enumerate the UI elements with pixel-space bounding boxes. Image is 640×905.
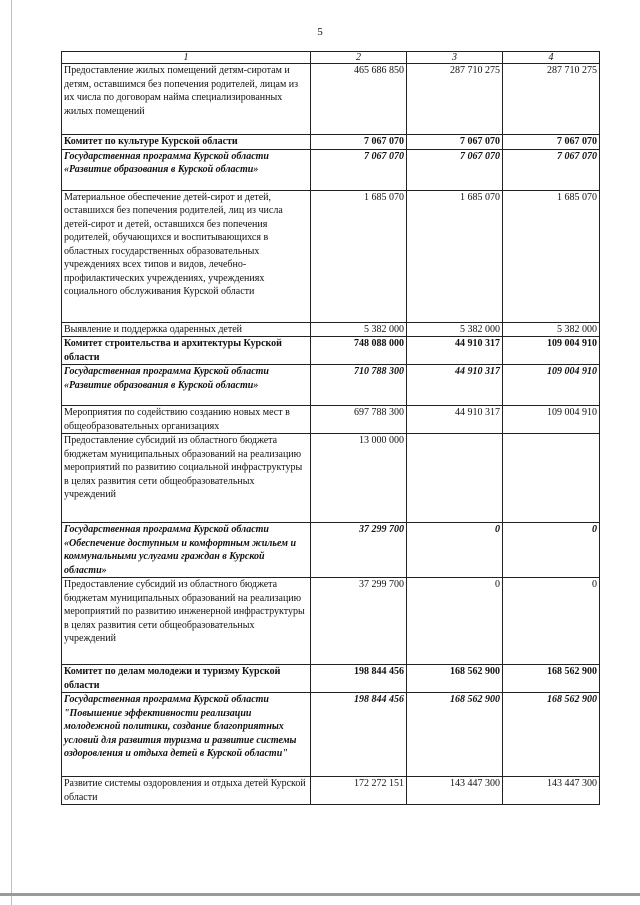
row-value-3: 143 447 300	[407, 777, 503, 805]
row-value-3: 287 710 275	[407, 64, 503, 135]
row-label: Развитие системы оздоровления и отдыха детей Курской области	[62, 777, 311, 805]
row-label: Комитет по культуре Курской области	[62, 135, 311, 150]
row-value-2: 697 788 300	[311, 406, 407, 434]
row-value-4: 7 067 070	[503, 149, 600, 190]
page-edge-line	[11, 0, 12, 905]
table-row-education-program	[62, 149, 600, 190]
row-label: Комитет по делам молодежи и туризму Курской области	[62, 665, 311, 693]
row-value-4: 109 004 910	[503, 365, 600, 406]
row-value-4: 168 562 900	[503, 693, 600, 777]
row-value-2: 1 685 070	[311, 190, 407, 322]
table-row-gifted-children	[62, 322, 600, 337]
row-value-2: 172 272 151	[311, 777, 407, 805]
row-value-2: 13 000 000	[311, 434, 407, 523]
column-header-3: 3	[407, 52, 503, 64]
row-value-4: 168 562 900	[503, 665, 600, 693]
row-label: Государственная программа Курской области «Развитие образования в Курской области»	[62, 365, 311, 406]
page-number: 5	[317, 26, 323, 38]
row-label: Комитет строительства и архитектуры Курской области	[62, 337, 311, 365]
row-value-2: 5 382 000	[311, 322, 407, 337]
row-value-3: 5 382 000	[407, 322, 503, 337]
row-value-4: 0	[503, 523, 600, 578]
row-value-3: 0	[407, 578, 503, 665]
row-value-3: 44 910 317	[407, 365, 503, 406]
row-label: Мероприятия по содействию созданию новых мест в общеобразовательных организациях	[62, 406, 311, 434]
row-label: Государственная программа Курской области «Обеспечение доступным и комфортным жильем и коммунальными услугами граждан в Курской области»	[62, 523, 311, 578]
row-value-2: 465 686 850	[311, 64, 407, 135]
row-value-4: 5 382 000	[503, 322, 600, 337]
column-header-2: 2	[311, 52, 407, 64]
row-value-3: 44 910 317	[407, 406, 503, 434]
row-value-4: 1 685 070	[503, 190, 600, 322]
row-value-2: 198 844 456	[311, 665, 407, 693]
row-value-4: 287 710 275	[503, 64, 600, 135]
row-label: Государственная программа Курской области "Повышение эффективности реализации молодежной политики, создание благоприятных условий для развития туризма и развитие системы оздоровления и отдыха детей в Курской области"	[62, 693, 311, 777]
table-row-social-infrastructure-subsidy	[62, 434, 600, 523]
row-value-4: 109 004 910	[503, 406, 600, 434]
row-value-4: 109 004 910	[503, 337, 600, 365]
row-value-4: 143 447 300	[503, 777, 600, 805]
row-value-3	[407, 434, 503, 523]
row-value-3: 1 685 070	[407, 190, 503, 322]
row-label: Предоставление субсидий из областного бюджета бюджетам муниципальных образований на реализацию мероприятий по развитию социальной инфраструктуры в целях развития сети общеобразовательных учреждений	[62, 434, 311, 523]
row-label: Материальное обеспечение детей-сирот и детей, оставшихся без попечения родителей, лиц из числа детей-сирот и детей, оставшихся без попечения родителей, обучающихся и воспитывающихся в областных государственных образовательных учреждениях всех типов и видов, лечебно-профилактических учреждениях, учреждениях социального обслуживания Курской области	[62, 190, 311, 322]
row-value-3: 0	[407, 523, 503, 578]
row-label: Выявление и поддержка одаренных детей	[62, 322, 311, 337]
row-value-2: 37 299 700	[311, 578, 407, 665]
table-row-new-school-places	[62, 406, 600, 434]
scan-bottom-edge	[0, 893, 640, 896]
row-value-4: 0	[503, 578, 600, 665]
table-header-row	[62, 52, 600, 64]
table-row-orphans-support	[62, 190, 600, 322]
row-value-2: 7 067 070	[311, 149, 407, 190]
row-value-2: 748 088 000	[311, 337, 407, 365]
table-row-culture-committee	[62, 135, 600, 150]
row-value-3: 7 067 070	[407, 135, 503, 150]
row-label: Предоставление жилых помещений детям-сиротам и детям, оставшимся без попечения родителей, лицам из их числа по договорам найма специализированных жилых помещений	[62, 64, 311, 135]
row-value-2: 710 788 300	[311, 365, 407, 406]
table-row-engineering-infrastructure-subsidy	[62, 578, 600, 665]
column-header-1: 1	[62, 52, 311, 64]
table-row-housing-orphans	[62, 64, 600, 135]
row-value-3: 44 910 317	[407, 337, 503, 365]
column-header-4: 4	[503, 52, 600, 64]
table-row-housing-program	[62, 523, 600, 578]
row-label: Предоставление субсидий из областного бюджета бюджетам муниципальных образований на реализацию мероприятий по развитию инженерной инфраструктуры в целях развития сети общеобразовательных учреждений	[62, 578, 311, 665]
table-row-youth-policy-program	[62, 693, 600, 777]
table-row-children-recreation	[62, 777, 600, 805]
row-value-2: 7 067 070	[311, 135, 407, 150]
row-value-3: 7 067 070	[407, 149, 503, 190]
row-value-4	[503, 434, 600, 523]
budget-table	[61, 51, 600, 805]
row-value-3: 168 562 900	[407, 693, 503, 777]
table-row-youth-tourism-committee	[62, 665, 600, 693]
row-value-2: 37 299 700	[311, 523, 407, 578]
row-value-3: 168 562 900	[407, 665, 503, 693]
table-row-construction-committee	[62, 337, 600, 365]
row-value-2: 198 844 456	[311, 693, 407, 777]
table-row-education-program	[62, 365, 600, 406]
row-value-4: 7 067 070	[503, 135, 600, 150]
row-label: Государственная программа Курской области «Развитие образования в Курской области»	[62, 149, 311, 190]
